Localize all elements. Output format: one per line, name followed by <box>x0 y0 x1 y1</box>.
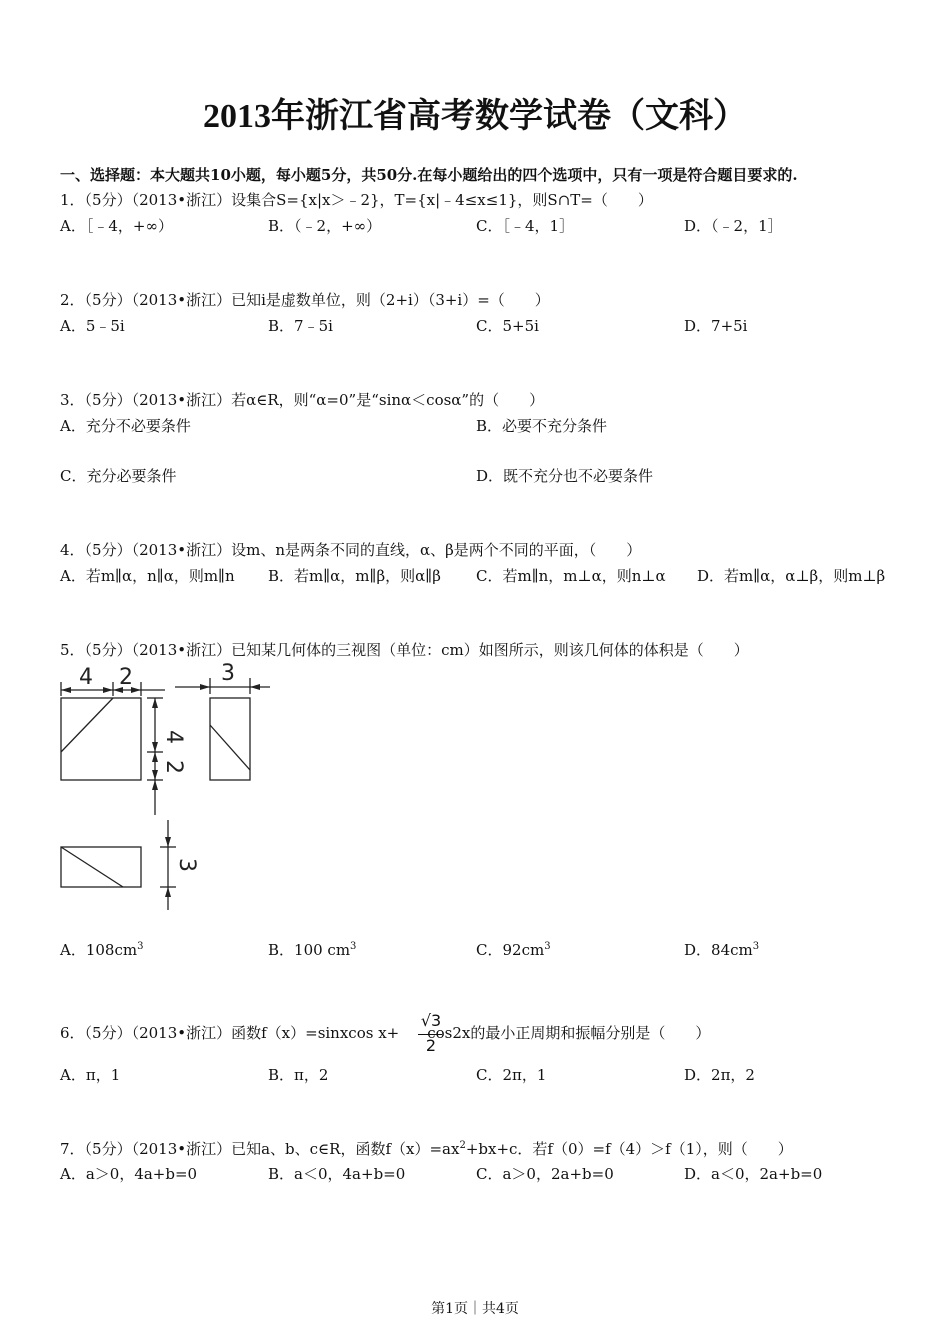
dim-label-4: 4 <box>79 665 93 690</box>
q3-option-b: B．必要不充分条件 <box>476 417 608 435</box>
question-5-stem: 5．（5分）（2013•浙江）已知某几何体的三视图（单位：cm）如图所示，则该几何体的体积是（ ） <box>60 641 749 659</box>
question-1-stem: 1．（5分）（2013•浙江）设集合S={x|x＞﹣2}，T={x|﹣4≤x≤1}，则S∩T=（ ） <box>60 191 653 209</box>
q2-option-b: B．7﹣5i <box>268 317 333 335</box>
question-6-stem: 6．（5分）（2013•浙江）函数f（x）=sinxcos x+ cos2x的最小正周期和振幅分别是（ ） <box>60 1024 711 1042</box>
dim-label-3-side: 3 <box>221 661 235 686</box>
q5-option-d: D．$84cm^3$ <box>684 941 760 959</box>
q5-option-a: A．$108cm^3$ <box>60 941 144 959</box>
q1-option-c: C．［﹣4，1］ <box>476 217 575 235</box>
q2-option-a: A．5﹣5i <box>60 317 125 335</box>
q7-option-a: A．a＞0，4a+b=0 <box>60 1165 198 1183</box>
dim-label-2-vertical: 2 <box>161 760 186 774</box>
question-7-stem: 7．（5分）（2013•浙江）已知a、b、c∈R，函数$f(x)=ax^2+bx+c$．若f（0）=f（4）＞f（1），则（ ） <box>60 1140 793 1158</box>
front-view-diagonal <box>61 698 113 752</box>
side-view-rect <box>210 698 250 780</box>
q6-option-d: D．2π，2 <box>684 1066 755 1084</box>
q2-option-c: C．5+5i <box>476 317 539 335</box>
q4-option-c: C．若m∥n，m⊥α，则n⊥α <box>476 567 666 585</box>
q6-option-b: B．π，2 <box>268 1066 329 1084</box>
q7-option-c: C．a＞0，2a+b=0 <box>476 1165 614 1183</box>
question-4-stem: 4．（5分）（2013•浙江）设m、n是两条不同的直线，α、β是两个不同的平面，（ ） <box>60 541 642 559</box>
q1-option-d: D．（﹣2，1］ <box>684 217 783 235</box>
q5-option-c: C．$92cm^3$ <box>476 941 551 959</box>
q1-option-a: A．［﹣4，+∞） <box>60 217 173 235</box>
q1-option-b: B．（﹣2，+∞） <box>268 217 382 235</box>
q6-option-a: A．π，1 <box>60 1066 121 1084</box>
q6-option-c: C．2π，1 <box>476 1066 547 1084</box>
q3-option-d: D．既不充分也不必要条件 <box>476 467 654 485</box>
fraction-denominator: 2 <box>425 1036 437 1055</box>
q7-option-b: B．a＜0，4a+b=0 <box>268 1165 406 1183</box>
three-view-figure <box>55 660 285 915</box>
q4-option-b: B．若m∥α，m∥β，则α∥β <box>268 567 441 585</box>
q4-option-d: D．若m∥α，α⊥β，则m⊥β <box>697 567 886 585</box>
top-view-diagonal <box>61 847 123 887</box>
section-header: 一、选择题：本大题共10小题，每小题5分，共50分.在每小题给出的四个选项中，只有一项是符合题目要求的. <box>60 166 798 184</box>
dim-label-2: 2 <box>119 665 133 690</box>
q2-option-d: D．7+5i <box>684 317 748 335</box>
side-view-diagonal <box>210 725 250 770</box>
fraction-bar <box>418 1034 442 1035</box>
question-3-stem: 3．（5分）（2013•浙江）若α∈R，则“α=0”是“sinα＜cosα”的（ ） <box>60 391 545 409</box>
q3-option-a: A．充分不必要条件 <box>60 417 191 435</box>
dim-label-3-vertical: 3 <box>174 858 199 872</box>
q7-option-d: D．a＜0，2a+b=0 <box>684 1165 823 1183</box>
dim-label-4-vertical: 4 <box>161 730 186 744</box>
q4-option-a: A．若m∥α，n∥α，则m∥n <box>60 567 235 585</box>
fraction-numerator: √3 <box>420 1011 442 1030</box>
top-view-rect <box>61 847 141 887</box>
page-footer: 第1页｜共4页 <box>431 1301 519 1317</box>
q5-option-b: B．100 $cm^3$ <box>268 941 357 959</box>
q3-option-c: C．充分必要条件 <box>60 467 177 485</box>
question-2-stem: 2．（5分）（2013•浙江）已知i是虚数单位，则（2+i）（3+i）=（ ） <box>60 291 550 309</box>
page-title: 2013年浙江省高考数学试卷（文科） <box>203 98 747 135</box>
